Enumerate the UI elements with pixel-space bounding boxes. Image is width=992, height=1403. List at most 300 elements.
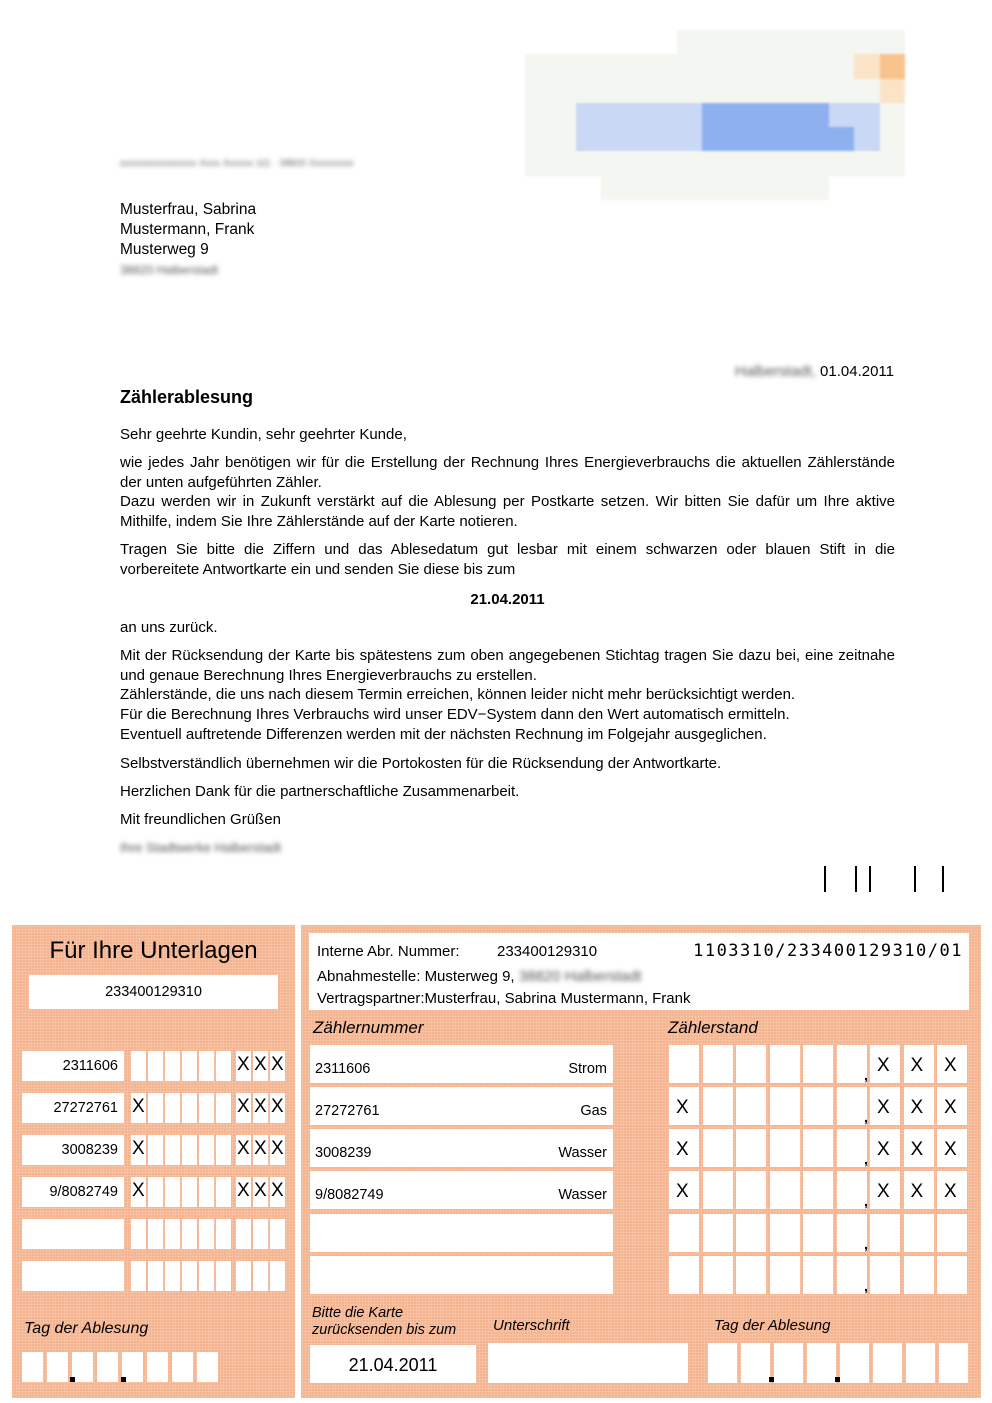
logo-pixel xyxy=(525,54,550,78)
left-meter-number-box xyxy=(22,1051,124,1081)
letter-dateline xyxy=(735,363,894,380)
left-digit-cell[interactable] xyxy=(165,1093,180,1123)
reading-digit-cell[interactable] xyxy=(904,1045,934,1083)
logo-pixel xyxy=(576,30,601,54)
right-meter-number: 3008239 xyxy=(315,1145,372,1161)
left-x-mark: X xyxy=(237,1138,250,1159)
logo-pixel xyxy=(550,127,575,151)
reading-digit-cell[interactable] xyxy=(837,1045,867,1083)
logo-pixel xyxy=(525,127,550,151)
left-digit-cell[interactable] xyxy=(165,1219,180,1249)
left-digit-cell[interactable] xyxy=(270,1093,285,1123)
left-x-mark: X xyxy=(254,1180,267,1201)
letter-subject: Zählerablesung xyxy=(120,387,254,407)
decimal-comma: , xyxy=(864,1109,868,1125)
left-digit-cell[interactable] xyxy=(253,1051,268,1081)
left-digit-cell[interactable] xyxy=(165,1261,180,1291)
logo-pixel xyxy=(576,79,601,103)
logo-pixel xyxy=(753,54,778,78)
left-digit-cell[interactable] xyxy=(148,1261,163,1291)
logo-pixel xyxy=(702,103,727,127)
left-meter-number: 27272761 xyxy=(53,1100,118,1116)
left-digit-cell[interactable] xyxy=(131,1261,146,1291)
right-date-cell[interactable] xyxy=(939,1343,968,1383)
logo-pixel xyxy=(601,127,626,151)
records-card-title: Für Ihre Unterlagen xyxy=(49,937,258,964)
left-x-mark: X xyxy=(254,1096,267,1117)
reading-x-mark: X xyxy=(676,1181,689,1202)
date-separator-dot xyxy=(121,1377,126,1382)
reading-digit-cell[interactable] xyxy=(736,1087,766,1125)
left-x-mark: X xyxy=(237,1096,250,1117)
left-date-label: Tag der Ablesung xyxy=(24,1320,149,1337)
left-digit-cell[interactable] xyxy=(148,1051,163,1081)
reading-digit-cell[interactable] xyxy=(703,1214,733,1252)
logo-pixel xyxy=(854,151,879,175)
logo-pixel xyxy=(829,151,854,175)
reading-x-mark: X xyxy=(910,1055,924,1076)
reading-digit-cell[interactable] xyxy=(904,1171,934,1209)
reading-digit-cell[interactable] xyxy=(937,1129,967,1167)
logo-pixel xyxy=(829,176,854,200)
logo-pixel xyxy=(550,151,575,175)
right-date-cell[interactable] xyxy=(708,1343,737,1383)
left-x-mark: X xyxy=(132,1096,145,1117)
account-number: 233400129310 xyxy=(105,984,202,1000)
reading-digit-cell[interactable] xyxy=(837,1171,867,1209)
decimal-comma: , xyxy=(864,1236,868,1252)
paragraph-1b: Dazu werden wir in Zukunft verstärkt auf die Ablesung per Postkarte setzen. Wir bitten Sie dafür um Ihre aktive Mithilfe, indem Sie Ihre Zählerstände auf der Karte notieren. xyxy=(120,493,895,530)
logo-pixel xyxy=(880,151,905,175)
reading-x-mark: X xyxy=(877,1055,890,1076)
right-meter-number: 2311606 xyxy=(315,1061,371,1077)
logo-pixel xyxy=(854,54,879,78)
reading-digit-cell[interactable] xyxy=(870,1214,900,1252)
left-digit-cell[interactable] xyxy=(253,1135,268,1165)
left-meter-number: 9/8082749 xyxy=(49,1184,118,1200)
reading-digit-cell[interactable] xyxy=(736,1171,766,1209)
reading-digit-cell[interactable] xyxy=(669,1045,699,1083)
left-date-cell[interactable] xyxy=(172,1352,193,1382)
left-digit-cell[interactable] xyxy=(270,1261,285,1291)
right-date-cell[interactable] xyxy=(840,1343,869,1383)
left-digit-cell[interactable] xyxy=(236,1177,251,1207)
left-digit-cell[interactable] xyxy=(131,1093,146,1123)
reading-digit-cell[interactable] xyxy=(770,1256,800,1294)
site-city: 38820 Halberstadt xyxy=(518,968,642,985)
logo-pixel xyxy=(550,30,575,54)
left-x-mark: X xyxy=(254,1138,267,1159)
reading-x-mark: X xyxy=(944,1139,957,1160)
right-meter-box xyxy=(310,1214,613,1252)
reading-digit-cell[interactable] xyxy=(837,1087,867,1125)
left-digit-cell[interactable] xyxy=(253,1093,268,1123)
reading-digit-cell[interactable] xyxy=(669,1256,699,1294)
left-digit-cell[interactable] xyxy=(131,1177,146,1207)
reading-digit-cell[interactable] xyxy=(703,1087,733,1125)
reading-digit-cell[interactable] xyxy=(803,1129,833,1167)
return-date-box xyxy=(310,1345,476,1383)
logo-pixel xyxy=(702,79,727,103)
logo-pixel xyxy=(804,30,829,54)
right-date-label: Tag der Ablesung xyxy=(714,1317,831,1334)
left-digit-cell[interactable] xyxy=(148,1093,163,1123)
logo-pixel xyxy=(525,176,550,200)
left-digit-cell[interactable] xyxy=(182,1051,197,1081)
left-meter-number: 2311606 xyxy=(62,1058,118,1074)
logo-pixel xyxy=(677,103,702,127)
logo-pixel xyxy=(829,127,854,151)
decimal-comma: , xyxy=(864,1278,868,1294)
right-meter-type: Wasser xyxy=(558,1187,607,1203)
logo-pixel xyxy=(626,151,651,175)
reading-digit-cell[interactable] xyxy=(770,1171,800,1209)
signature-field[interactable] xyxy=(488,1343,688,1383)
left-digit-cell[interactable] xyxy=(270,1051,285,1081)
barcode-bar xyxy=(824,866,826,892)
logo-pixel xyxy=(626,176,651,200)
reading-digit-cell[interactable] xyxy=(837,1129,867,1167)
logo-pixel xyxy=(677,151,702,175)
left-x-mark: X xyxy=(132,1180,145,1201)
reading-digit-cell[interactable] xyxy=(770,1045,800,1083)
reading-digit-cell[interactable] xyxy=(703,1045,733,1083)
logo-pixel xyxy=(778,127,803,151)
logo-pixel xyxy=(829,103,854,127)
meter-number-header: Zählernummer xyxy=(313,1018,424,1037)
reading-digit-cell[interactable] xyxy=(669,1087,699,1125)
logo-pixel xyxy=(626,54,651,78)
right-meter-box xyxy=(310,1129,613,1167)
logo-pixel xyxy=(550,103,575,127)
barcode-bar xyxy=(869,866,871,892)
logo-pixel xyxy=(854,176,879,200)
reading-digit-cell[interactable] xyxy=(870,1256,900,1294)
logo-pixel xyxy=(880,54,905,78)
reading-digit-cell[interactable] xyxy=(669,1214,699,1252)
left-digit-cell[interactable] xyxy=(165,1051,180,1081)
paragraph-4: Mit der Rücksendung der Karte bis spätestens zum oben angegebenen Stichtag tragen Sie dazu bei, eine zeitnahe und genaue Berechnung Ihres Energieverbrauchs zu erstellen. xyxy=(120,647,895,684)
logo-pixel xyxy=(525,79,550,103)
logo-pixel xyxy=(525,103,550,127)
reading-digit-cell[interactable] xyxy=(703,1129,733,1167)
logo-pixel xyxy=(829,79,854,103)
left-digit-cell[interactable] xyxy=(199,1177,214,1207)
left-digit-cell[interactable] xyxy=(236,1051,251,1081)
decimal-comma: , xyxy=(864,1067,868,1083)
logo-pixel xyxy=(728,30,753,54)
reading-digit-cell[interactable] xyxy=(703,1256,733,1294)
paragraph-4c: Für die Berechnung Ihres Verbrauchs wird unser EDV−System dann den Wert automatisch ermitteln. xyxy=(120,706,790,723)
reading-x-mark: X xyxy=(877,1139,890,1160)
logo-pixel xyxy=(626,30,651,54)
logo-pixel xyxy=(778,30,803,54)
reading-digit-cell[interactable] xyxy=(770,1087,800,1125)
logo-pixel xyxy=(677,127,702,151)
logo-pixel xyxy=(652,103,677,127)
left-date-cell[interactable] xyxy=(97,1352,118,1382)
logo-pixel xyxy=(601,54,626,78)
right-date-cell[interactable] xyxy=(774,1343,803,1383)
reading-digit-cell[interactable] xyxy=(937,1214,967,1252)
left-digit-cell[interactable] xyxy=(236,1219,251,1249)
recipient-street: Musterweg 9 xyxy=(120,241,209,258)
letter-place: Halberstadt, xyxy=(734,363,816,380)
left-digit-cell[interactable] xyxy=(148,1219,163,1249)
left-digit-cell[interactable] xyxy=(253,1261,268,1291)
reading-digit-cell[interactable] xyxy=(870,1171,900,1209)
logo-pixel xyxy=(601,151,626,175)
logo-pixel xyxy=(626,103,651,127)
logo-pixel xyxy=(525,151,550,175)
logo-pixel xyxy=(702,151,727,175)
reading-digit-cell[interactable] xyxy=(837,1214,867,1252)
right-date-cell[interactable] xyxy=(741,1343,770,1383)
logo-pixel xyxy=(753,30,778,54)
left-meter-number-box xyxy=(22,1177,124,1207)
left-digit-cell[interactable] xyxy=(182,1135,197,1165)
recipient-name-2: Mustermann, Frank xyxy=(120,221,255,238)
closing: Mit freundlichen Grüßen xyxy=(120,811,281,828)
reading-digit-cell[interactable] xyxy=(736,1214,766,1252)
left-x-mark: X xyxy=(271,1054,284,1075)
logo-pixel xyxy=(854,30,879,54)
reading-digit-cell[interactable] xyxy=(803,1087,833,1125)
right-meter-type: Wasser xyxy=(558,1145,607,1161)
barcode-bar xyxy=(914,866,916,892)
contract-partner: Vertragspartner:Musterfrau, Sabrina Mustermann, Frank xyxy=(317,990,691,1007)
left-digit-cell[interactable] xyxy=(236,1261,251,1291)
left-date-cell[interactable] xyxy=(47,1352,68,1382)
left-digit-cell[interactable] xyxy=(182,1261,197,1291)
left-x-mark: X xyxy=(254,1054,267,1075)
reading-digit-cell[interactable] xyxy=(736,1129,766,1167)
logo-pixel xyxy=(702,127,727,151)
left-digit-cell[interactable] xyxy=(216,1135,231,1165)
logo-pixel xyxy=(778,103,803,127)
left-meter-number-box xyxy=(22,1261,124,1291)
company-logo xyxy=(525,30,905,200)
salutation: Sehr geehrte Kundin, sehr geehrter Kunde, xyxy=(120,426,407,443)
paragraph-2: Tragen Sie bitte die Ziffern und das Ablesedatum gut lesbar mit einem schwarzen oder blauen Stift in die vorbereitete Antwortkarte ein und senden Sie diese bis zum xyxy=(120,541,895,578)
logo-pixel xyxy=(677,176,702,200)
logo-pixel xyxy=(576,103,601,127)
logo-pixel xyxy=(652,151,677,175)
logo-pixel xyxy=(525,30,550,54)
logo-pixel xyxy=(880,103,905,127)
left-digit-cell[interactable] xyxy=(199,1261,214,1291)
reading-x-mark: X xyxy=(910,1181,924,1202)
date-separator-dot xyxy=(70,1377,75,1382)
letter-date: 01.04.2011 xyxy=(820,363,894,380)
logo-pixel xyxy=(753,151,778,175)
logo-pixel xyxy=(550,176,575,200)
deadline-date: 21.04.2011 xyxy=(470,591,545,608)
left-digit-cell[interactable] xyxy=(236,1135,251,1165)
logo-pixel xyxy=(601,176,626,200)
reading-digit-cell[interactable] xyxy=(870,1045,900,1083)
left-digit-cell[interactable] xyxy=(236,1093,251,1123)
reading-digit-cell[interactable] xyxy=(669,1171,699,1209)
logo-pixel xyxy=(550,54,575,78)
left-digit-cell[interactable] xyxy=(270,1177,285,1207)
left-digit-cell[interactable] xyxy=(199,1093,214,1123)
decimal-comma: , xyxy=(864,1151,868,1167)
logo-pixel xyxy=(576,127,601,151)
reading-digit-cell[interactable] xyxy=(803,1171,833,1209)
left-digit-cell[interactable] xyxy=(182,1219,197,1249)
logo-pixel xyxy=(728,127,753,151)
site-address: Abnahmestelle: Musterweg 9, xyxy=(317,968,515,985)
left-meter-number-box xyxy=(22,1135,124,1165)
reading-digit-cell[interactable] xyxy=(736,1045,766,1083)
logo-pixel xyxy=(576,54,601,78)
logo-pixel xyxy=(854,79,879,103)
right-meter-number: 27272761 xyxy=(315,1103,380,1119)
left-digit-cell[interactable] xyxy=(182,1093,197,1123)
reading-digit-cell[interactable] xyxy=(937,1171,967,1209)
logo-pixel xyxy=(778,151,803,175)
right-date-cell[interactable] xyxy=(906,1343,935,1383)
left-digit-cell[interactable] xyxy=(165,1135,180,1165)
account-number-box xyxy=(29,975,278,1009)
logo-pixel xyxy=(753,103,778,127)
right-meter-box xyxy=(310,1045,613,1083)
left-date-cell[interactable] xyxy=(22,1352,43,1382)
left-digit-cell[interactable] xyxy=(199,1219,214,1249)
reading-digit-cell[interactable] xyxy=(904,1214,934,1252)
logo-pixel xyxy=(677,54,702,78)
recipient-city: 38820 Halberstadt xyxy=(120,263,219,277)
sender-return-address: xxxxxxxxxxxxxxxx Xxxx Xxxxxx 111 · 38820 Xxxxxxxxx xyxy=(120,158,354,168)
left-digit-cell[interactable] xyxy=(216,1261,231,1291)
logo-pixel xyxy=(601,79,626,103)
meter-reading-header: Zählerstand xyxy=(668,1018,758,1037)
left-date-cell[interactable] xyxy=(147,1352,168,1382)
reading-x-mark: X xyxy=(676,1097,689,1118)
logo-pixel xyxy=(728,176,753,200)
logo-pixel xyxy=(702,54,727,78)
reading-digit-cell[interactable] xyxy=(770,1129,800,1167)
left-digit-cell[interactable] xyxy=(199,1135,214,1165)
left-digit-cell[interactable] xyxy=(216,1177,231,1207)
reading-x-mark: X xyxy=(910,1097,924,1118)
left-digit-cell[interactable] xyxy=(165,1177,180,1207)
reading-x-mark: X xyxy=(944,1097,957,1118)
logo-pixel xyxy=(652,176,677,200)
reading-x-mark: X xyxy=(944,1181,957,1202)
left-digit-cell[interactable] xyxy=(216,1093,231,1123)
left-digit-cell[interactable] xyxy=(253,1177,268,1207)
reading-digit-cell[interactable] xyxy=(703,1171,733,1209)
left-digit-cell[interactable] xyxy=(148,1135,163,1165)
reading-digit-cell[interactable] xyxy=(803,1045,833,1083)
left-digit-cell[interactable] xyxy=(199,1051,214,1081)
logo-pixel xyxy=(728,103,753,127)
right-meter-type: Gas xyxy=(580,1103,607,1119)
reading-digit-cell[interactable] xyxy=(904,1129,934,1167)
left-x-mark: X xyxy=(271,1138,284,1159)
right-date-cell[interactable] xyxy=(873,1343,902,1383)
reading-digit-cell[interactable] xyxy=(837,1256,867,1294)
left-digit-cell[interactable] xyxy=(216,1219,231,1249)
reading-digit-cell[interactable] xyxy=(736,1256,766,1294)
left-meter-number-box xyxy=(22,1219,124,1249)
signature: Ihre Stadtwerke Halberstadt xyxy=(120,840,282,855)
logo-pixel xyxy=(880,176,905,200)
internal-number: 233400129310 xyxy=(497,943,598,960)
left-meter-number: 3008239 xyxy=(61,1142,118,1158)
left-x-mark: X xyxy=(132,1138,145,1159)
logo-pixel xyxy=(728,54,753,78)
left-digit-cell[interactable] xyxy=(131,1135,146,1165)
reading-digit-cell[interactable] xyxy=(669,1129,699,1167)
reading-digit-cell[interactable] xyxy=(904,1087,934,1125)
logo-pixel xyxy=(804,151,829,175)
signature-label: Unterschrift xyxy=(493,1317,570,1334)
internal-number-label: Interne Abr. Nummer: xyxy=(317,943,460,960)
left-x-mark: X xyxy=(237,1180,250,1201)
right-date-cell[interactable] xyxy=(807,1343,836,1383)
logo-pixel xyxy=(576,176,601,200)
left-digit-cell[interactable] xyxy=(253,1219,268,1249)
logo-pixel xyxy=(829,30,854,54)
right-meter-box xyxy=(310,1256,613,1294)
reading-digit-cell[interactable] xyxy=(803,1214,833,1252)
left-date-cell[interactable] xyxy=(72,1352,93,1382)
left-digit-cell[interactable] xyxy=(148,1177,163,1207)
logo-pixel xyxy=(652,30,677,54)
logo-pixel xyxy=(778,79,803,103)
left-digit-cell[interactable] xyxy=(131,1219,146,1249)
reading-x-mark: X xyxy=(877,1181,890,1202)
site-label xyxy=(317,968,641,985)
left-digit-cell[interactable] xyxy=(131,1051,146,1081)
logo-pixel xyxy=(829,54,854,78)
logo-pixel xyxy=(753,127,778,151)
left-digit-cell[interactable] xyxy=(270,1135,285,1165)
logo-pixel xyxy=(854,127,879,151)
logo-pixel xyxy=(626,127,651,151)
reading-digit-cell[interactable] xyxy=(937,1087,967,1125)
logo-pixel xyxy=(652,127,677,151)
reading-digit-cell[interactable] xyxy=(937,1256,967,1294)
reading-digit-cell[interactable] xyxy=(870,1087,900,1125)
paragraph-4b: Zählerstände, die uns nach diesem Termin erreichen, können leider nicht mehr berücksichtigt werden. xyxy=(120,686,796,703)
reply-card-header xyxy=(309,933,969,1010)
records-card xyxy=(12,925,295,1398)
left-digit-cell[interactable] xyxy=(182,1177,197,1207)
reading-digit-cell[interactable] xyxy=(870,1129,900,1167)
logo-pixel xyxy=(804,103,829,127)
left-digit-cell[interactable] xyxy=(270,1219,285,1249)
reading-digit-cell[interactable] xyxy=(770,1214,800,1252)
logo-pixel xyxy=(728,151,753,175)
return-label-line-2: zurücksenden bis zum xyxy=(312,1322,457,1338)
left-digit-cell[interactable] xyxy=(216,1051,231,1081)
reading-digit-cell[interactable] xyxy=(803,1256,833,1294)
reading-x-mark: X xyxy=(910,1139,924,1160)
logo-pixel xyxy=(550,79,575,103)
left-date-cell[interactable] xyxy=(197,1352,218,1382)
paragraph-3: an uns zurück. xyxy=(120,619,218,636)
reading-digit-cell[interactable] xyxy=(904,1256,934,1294)
ocr-code: 1103310/233400129310/01 xyxy=(693,941,963,961)
reading-digit-cell[interactable] xyxy=(937,1045,967,1083)
return-label xyxy=(312,1305,456,1339)
right-meter-number: 9/8082749 xyxy=(315,1187,384,1203)
logo-pixel xyxy=(778,176,803,200)
